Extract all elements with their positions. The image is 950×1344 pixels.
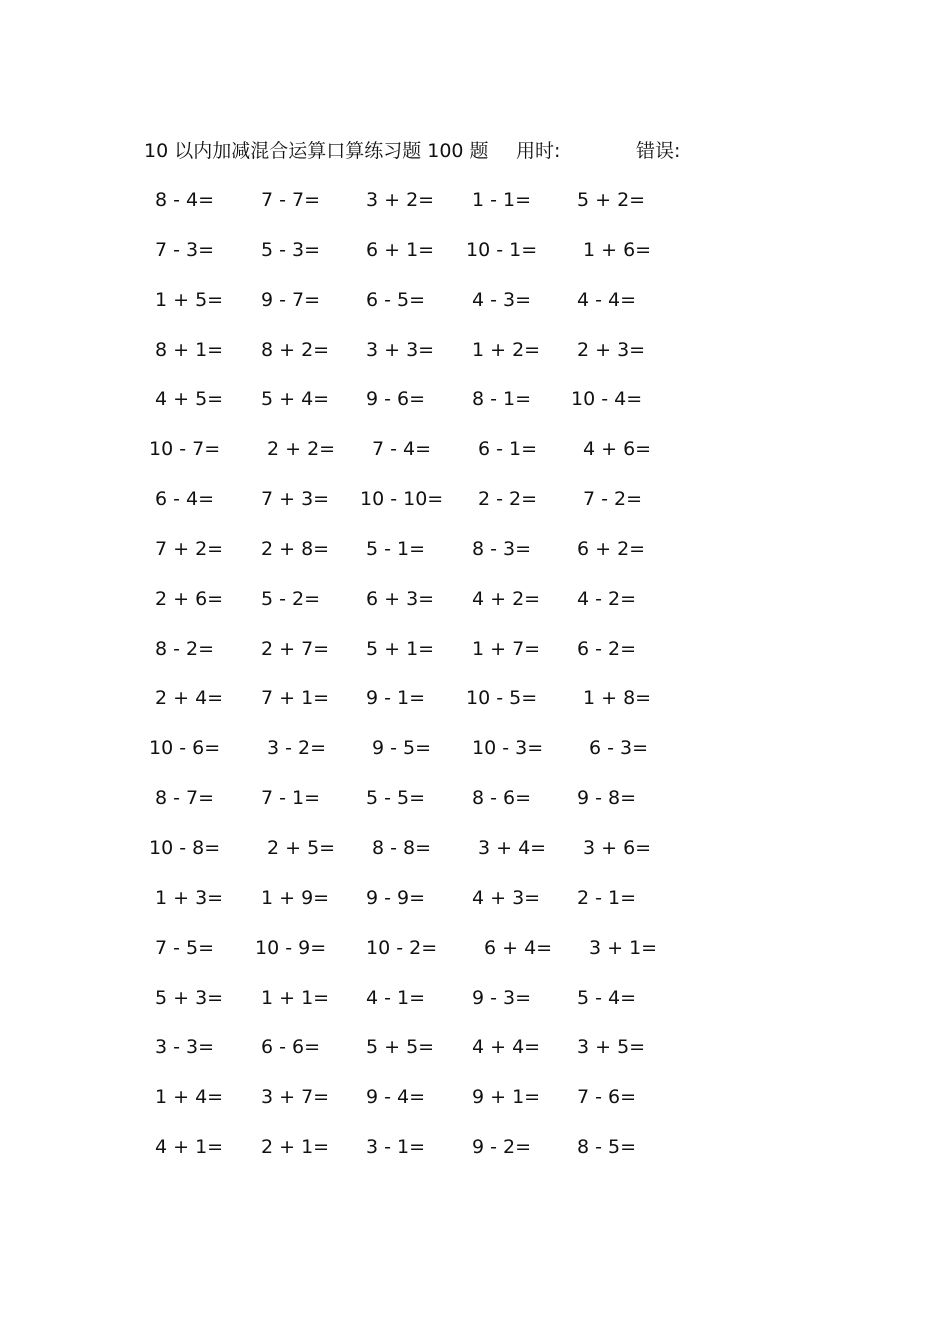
problem-item: 1 + 7= xyxy=(472,637,541,660)
problem-row xyxy=(0,383,950,433)
problem-item: 6 + 4= xyxy=(484,936,553,959)
problem-item: 7 + 2= xyxy=(155,537,224,560)
problem-row xyxy=(0,433,950,483)
problem-item: 10 - 9= xyxy=(255,936,327,959)
problem-item: 2 + 1= xyxy=(261,1136,330,1159)
problem-item: 3 + 4= xyxy=(478,836,547,859)
problem-item: 9 - 1= xyxy=(366,687,426,710)
problem-row xyxy=(0,184,950,234)
problem-row xyxy=(0,1031,950,1081)
problem-item: 5 + 3= xyxy=(155,986,224,1009)
problem-item: 9 - 7= xyxy=(261,288,321,311)
problem-item: 7 - 2= xyxy=(583,488,643,511)
problem-item: 5 + 5= xyxy=(366,1036,435,1059)
problem-item: 3 + 3= xyxy=(366,338,435,361)
problem-item: 1 + 3= xyxy=(155,886,224,909)
problem-item: 3 + 1= xyxy=(589,936,658,959)
problem-row xyxy=(0,533,950,583)
problem-item: 3 - 3= xyxy=(155,1036,215,1059)
problem-item: 7 - 6= xyxy=(577,1086,637,1109)
problem-item: 2 + 6= xyxy=(155,587,224,610)
problem-item: 7 + 1= xyxy=(261,687,330,710)
problem-row xyxy=(0,234,950,284)
problem-item: 10 - 7= xyxy=(149,438,221,461)
problem-item: 5 - 4= xyxy=(577,986,637,1009)
problem-item: 6 - 6= xyxy=(261,1036,321,1059)
problem-item: 9 - 3= xyxy=(472,986,532,1009)
problem-row xyxy=(0,483,950,533)
problem-item: 1 + 5= xyxy=(155,288,224,311)
problem-item: 9 - 2= xyxy=(472,1136,532,1159)
problem-item: 7 - 5= xyxy=(155,936,215,959)
problem-item: 10 - 3= xyxy=(472,737,544,760)
problem-item: 8 - 1= xyxy=(472,388,532,411)
problem-item: 4 + 6= xyxy=(583,438,652,461)
problem-item: 8 - 7= xyxy=(155,787,215,810)
problem-item: 8 - 3= xyxy=(472,537,532,560)
problem-row xyxy=(0,782,950,832)
problem-item: 1 - 1= xyxy=(472,189,532,211)
problem-item: 8 - 2= xyxy=(155,637,215,660)
problem-item: 9 - 5= xyxy=(372,737,432,760)
problem-item: 9 + 1= xyxy=(472,1086,541,1109)
problem-item: 5 + 1= xyxy=(366,637,435,660)
problem-item: 1 + 1= xyxy=(261,986,330,1009)
problem-item: 4 - 2= xyxy=(577,587,637,610)
problem-item: 3 + 5= xyxy=(577,1036,646,1059)
problem-item: 7 - 3= xyxy=(155,238,215,261)
problem-item: 9 - 8= xyxy=(577,787,637,810)
problem-item: 10 - 1= xyxy=(466,238,538,261)
problem-item: 6 + 1= xyxy=(366,238,435,261)
worksheet-header xyxy=(0,136,950,166)
problem-item: 2 - 2= xyxy=(478,488,538,511)
problem-item: 5 - 3= xyxy=(261,238,321,261)
problem-item: 5 - 1= xyxy=(366,537,426,560)
problem-item: 10 - 5= xyxy=(466,687,538,710)
problem-item: 8 - 6= xyxy=(472,787,532,810)
problem-item: 10 - 10= xyxy=(360,488,444,511)
problem-item: 2 + 5= xyxy=(267,836,336,859)
problem-item: 9 - 6= xyxy=(366,388,426,411)
problem-item: 7 - 4= xyxy=(372,438,432,461)
problem-item: 4 - 1= xyxy=(366,986,426,1009)
problem-item: 6 - 2= xyxy=(577,637,637,660)
problem-item: 7 + 3= xyxy=(261,488,330,511)
error-label: 错误: xyxy=(636,140,681,162)
problem-item: 3 + 6= xyxy=(583,836,652,859)
problem-item: 4 - 3= xyxy=(472,288,532,311)
problem-item: 1 + 6= xyxy=(583,238,652,261)
problem-item: 3 + 7= xyxy=(261,1086,330,1109)
problem-item: 2 + 2= xyxy=(267,438,336,461)
problem-item: 2 + 4= xyxy=(155,687,224,710)
problem-item: 3 - 1= xyxy=(366,1136,426,1159)
problem-row xyxy=(0,832,950,882)
problem-item: 2 + 7= xyxy=(261,637,330,660)
problem-item: 5 - 2= xyxy=(261,587,321,610)
problem-item: 1 + 4= xyxy=(155,1086,224,1109)
problem-item: 1 + 2= xyxy=(472,338,541,361)
problem-row xyxy=(0,334,950,384)
problem-item: 8 - 5= xyxy=(577,1136,637,1159)
time-label: 用时: xyxy=(516,140,561,162)
problem-row xyxy=(0,284,950,334)
problem-row xyxy=(0,1081,950,1131)
problem-item: 2 + 8= xyxy=(261,537,330,560)
problem-item: 4 + 2= xyxy=(472,587,541,610)
problem-row xyxy=(0,732,950,782)
problem-item: 4 + 3= xyxy=(472,886,541,909)
problem-item: 5 + 2= xyxy=(577,189,646,211)
problem-item: 7 - 7= xyxy=(261,189,321,211)
problem-item: 4 + 1= xyxy=(155,1136,224,1159)
problem-item: 4 + 5= xyxy=(155,388,224,411)
problem-item: 6 - 5= xyxy=(366,288,426,311)
worksheet-title: 10 以内加减混合运算口算练习题 100 题 xyxy=(144,140,489,162)
problem-item: 6 - 3= xyxy=(589,737,649,760)
problem-row xyxy=(0,882,950,932)
problem-item: 8 - 4= xyxy=(155,189,215,211)
problem-item: 6 - 4= xyxy=(155,488,215,511)
problem-item: 3 - 2= xyxy=(267,737,327,760)
problem-item: 2 + 3= xyxy=(577,338,646,361)
problem-row xyxy=(0,682,950,732)
problem-grid xyxy=(0,184,950,1181)
problem-item: 8 + 2= xyxy=(261,338,330,361)
problem-item: 10 - 2= xyxy=(366,936,438,959)
problem-item: 10 - 6= xyxy=(149,737,221,760)
problem-item: 10 - 8= xyxy=(149,836,221,859)
problem-item: 6 + 3= xyxy=(366,587,435,610)
problem-row xyxy=(0,932,950,982)
problem-item: 1 + 8= xyxy=(583,687,652,710)
problem-row xyxy=(0,1131,950,1181)
problem-item: 2 - 1= xyxy=(577,886,637,909)
problem-item: 5 - 5= xyxy=(366,787,426,810)
problem-item: 8 + 1= xyxy=(155,338,224,361)
problem-row xyxy=(0,633,950,683)
problem-item: 5 + 4= xyxy=(261,388,330,411)
problem-row xyxy=(0,982,950,1032)
problem-item: 7 - 1= xyxy=(261,787,321,810)
problem-item: 1 + 9= xyxy=(261,886,330,909)
problem-item: 10 - 4= xyxy=(571,388,643,411)
problem-row xyxy=(0,583,950,633)
problem-item: 9 - 4= xyxy=(366,1086,426,1109)
problem-item: 3 + 2= xyxy=(366,189,435,211)
problem-item: 6 - 1= xyxy=(478,438,538,461)
problem-item: 4 + 4= xyxy=(472,1036,541,1059)
problem-item: 9 - 9= xyxy=(366,886,426,909)
problem-item: 4 - 4= xyxy=(577,288,637,311)
problem-item: 8 - 8= xyxy=(372,836,432,859)
problem-item: 6 + 2= xyxy=(577,537,646,560)
